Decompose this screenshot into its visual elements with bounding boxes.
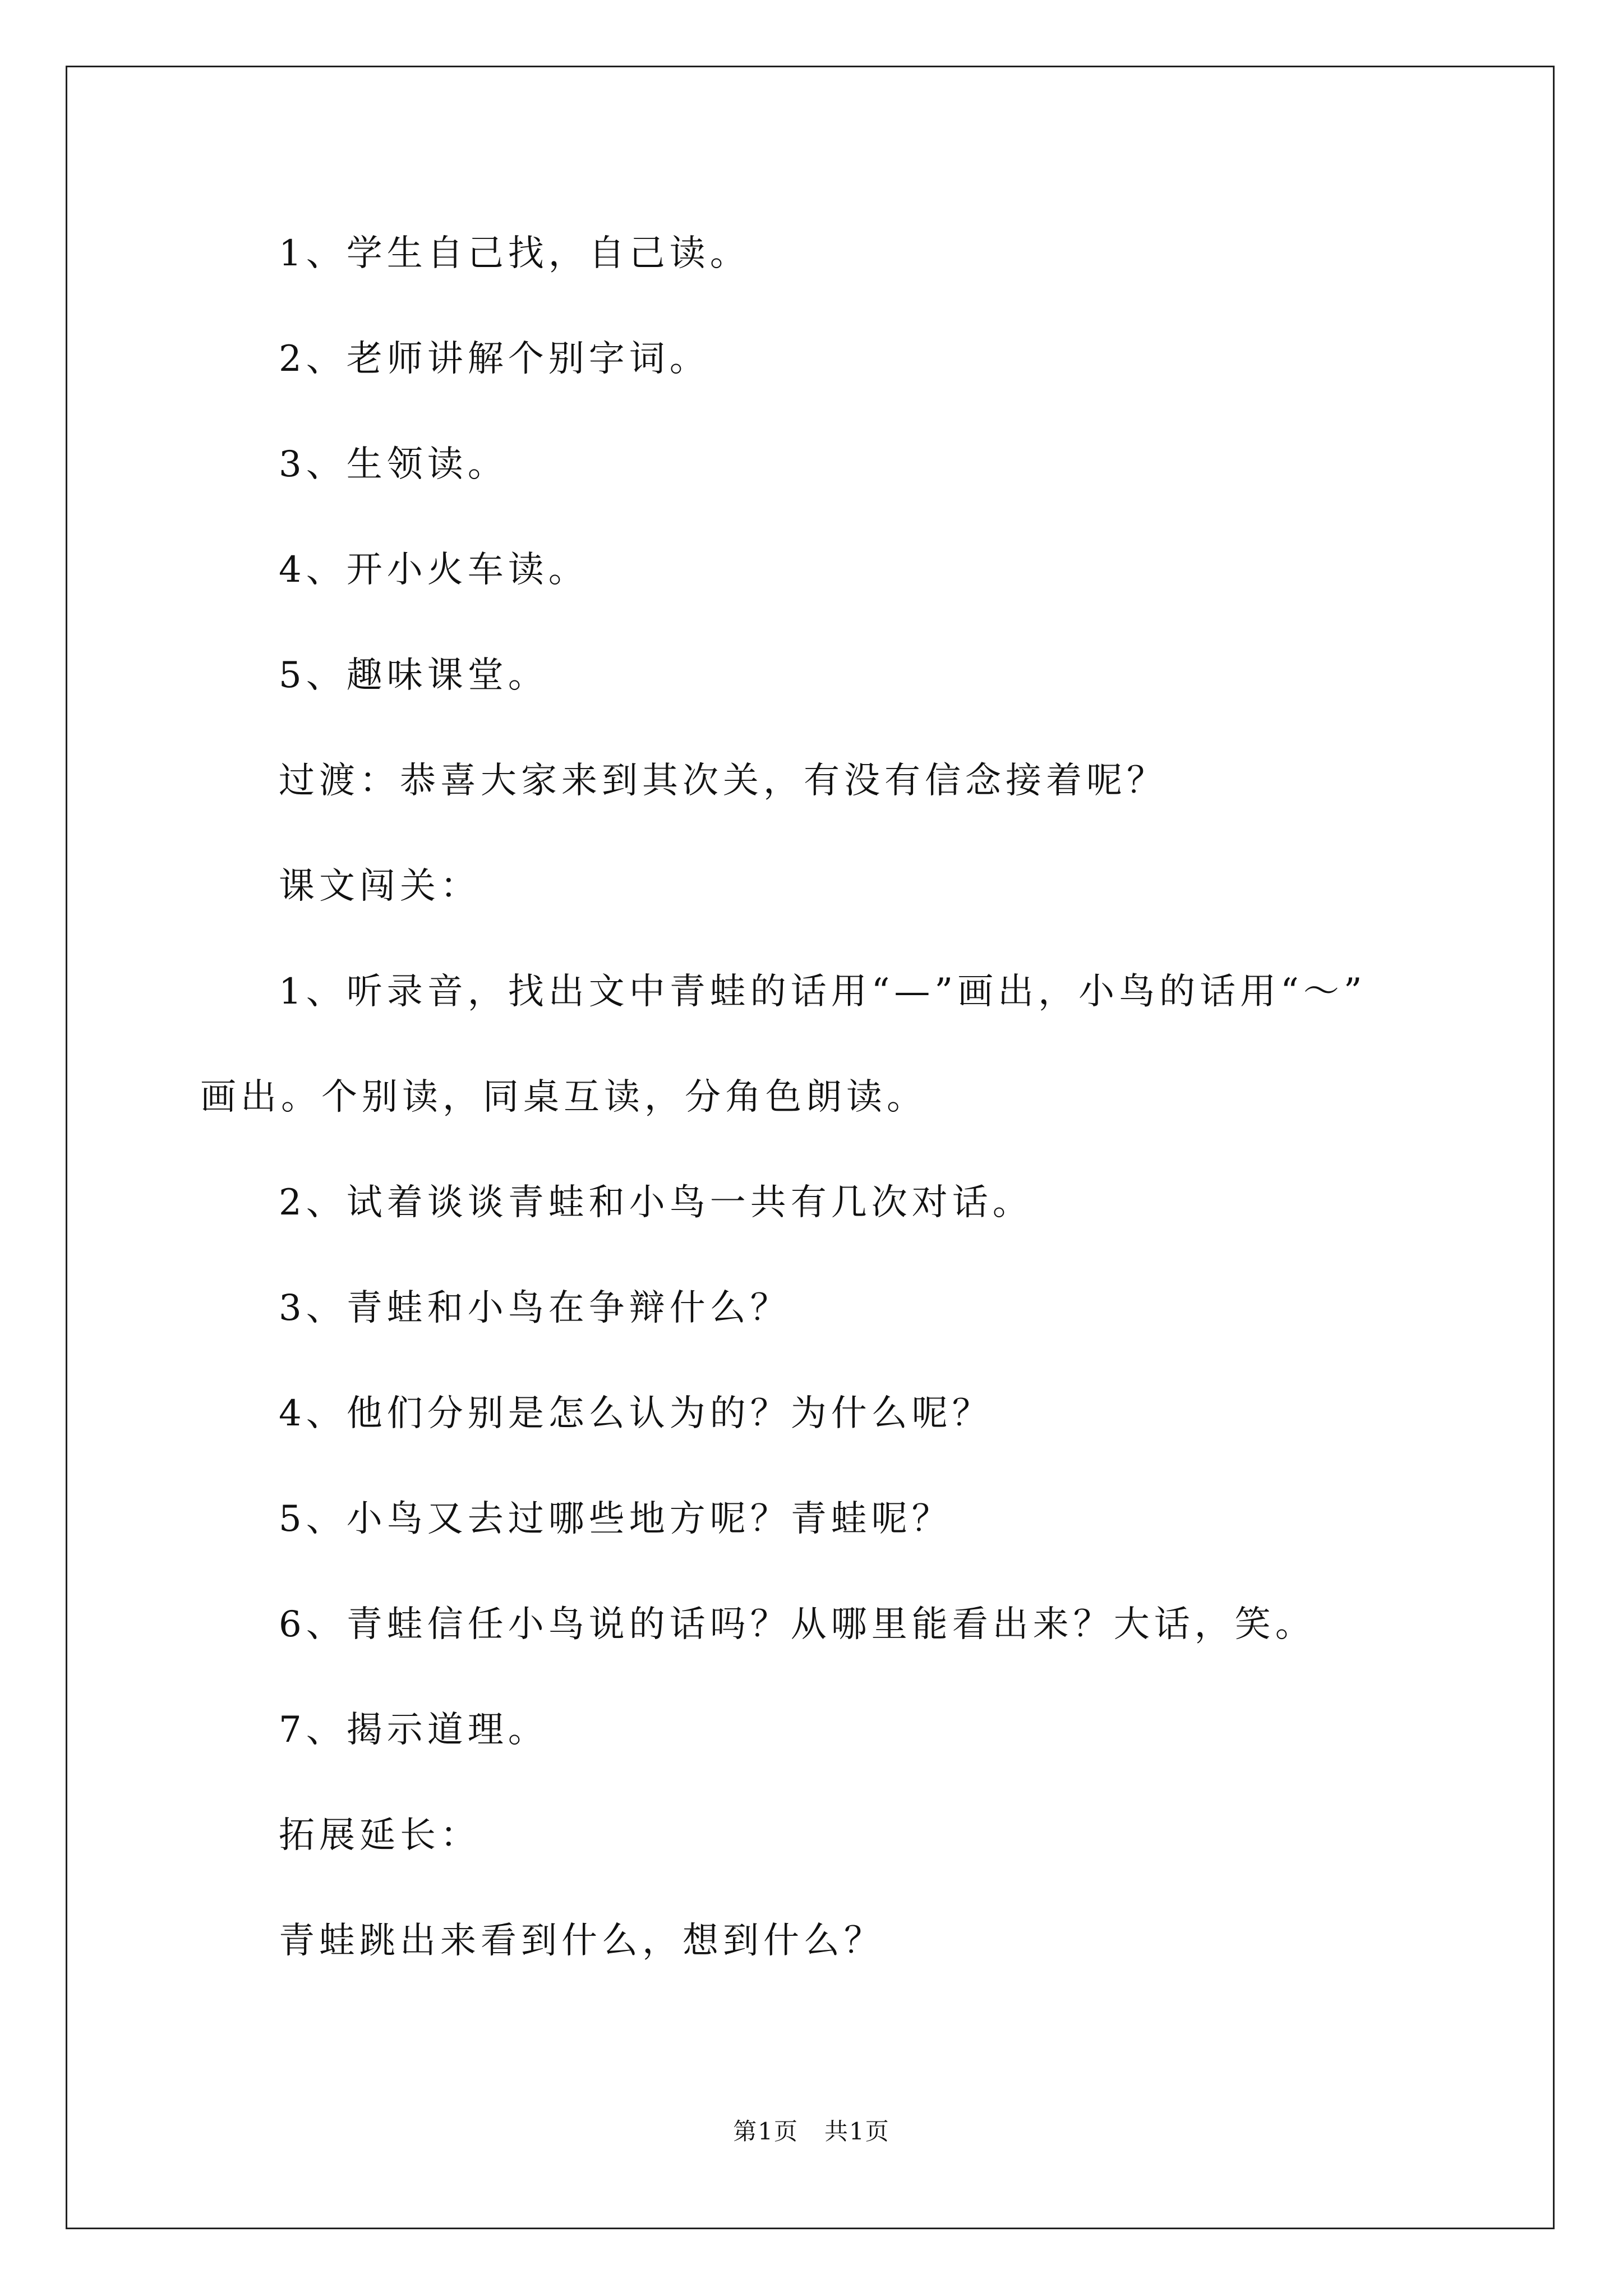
- paragraph-line: 7、揭示道理。: [279, 1709, 548, 1751]
- paragraph-line: 3、生领读。: [279, 444, 508, 485]
- paragraph-line: 4、他们分别是怎么认为的？为什么呢？: [279, 1393, 993, 1434]
- paragraph-line: 画出。个别读，同桌互读，分角色朗读。: [200, 1076, 927, 1118]
- paragraph-line: 过渡：恭喜大家来到其次关，有没有信念接着呢？: [279, 760, 1167, 802]
- paragraph-line: 2、试着谈谈青蛙和小鸟一共有几次对话。: [279, 1182, 1033, 1223]
- paragraph-line: 3、青蛙和小鸟在争辩什么？: [279, 1287, 791, 1329]
- paragraph-line: 2、老师讲解个别字词。: [279, 338, 710, 380]
- paragraph-line: 5、小鸟又去过哪些地方呢？青蛙呢？: [279, 1498, 952, 1540]
- page-number-footer: 第1页 共1页: [733, 2118, 890, 2145]
- section-heading: 拓展延长：: [279, 1815, 481, 1856]
- section-heading: 课文闯关：: [279, 866, 481, 907]
- paragraph-line: 1、听录音，找出文中青蛙的话用“—”画出，小鸟的话用“～”: [279, 971, 1367, 1013]
- paragraph-line: 青蛙跳出来看到什么，想到什么？: [279, 1920, 884, 1962]
- paragraph-line: 6、青蛙信任小鸟说的话吗？从哪里能看出来？大话，笑。: [279, 1604, 1316, 1645]
- paragraph-line: 5、趣味课堂。: [279, 655, 548, 696]
- paragraph-line: 4、开小火车读。: [279, 549, 589, 591]
- paragraph-line: 1、学生自己找，自己读。: [279, 233, 750, 274]
- page-border: [66, 66, 1555, 2229]
